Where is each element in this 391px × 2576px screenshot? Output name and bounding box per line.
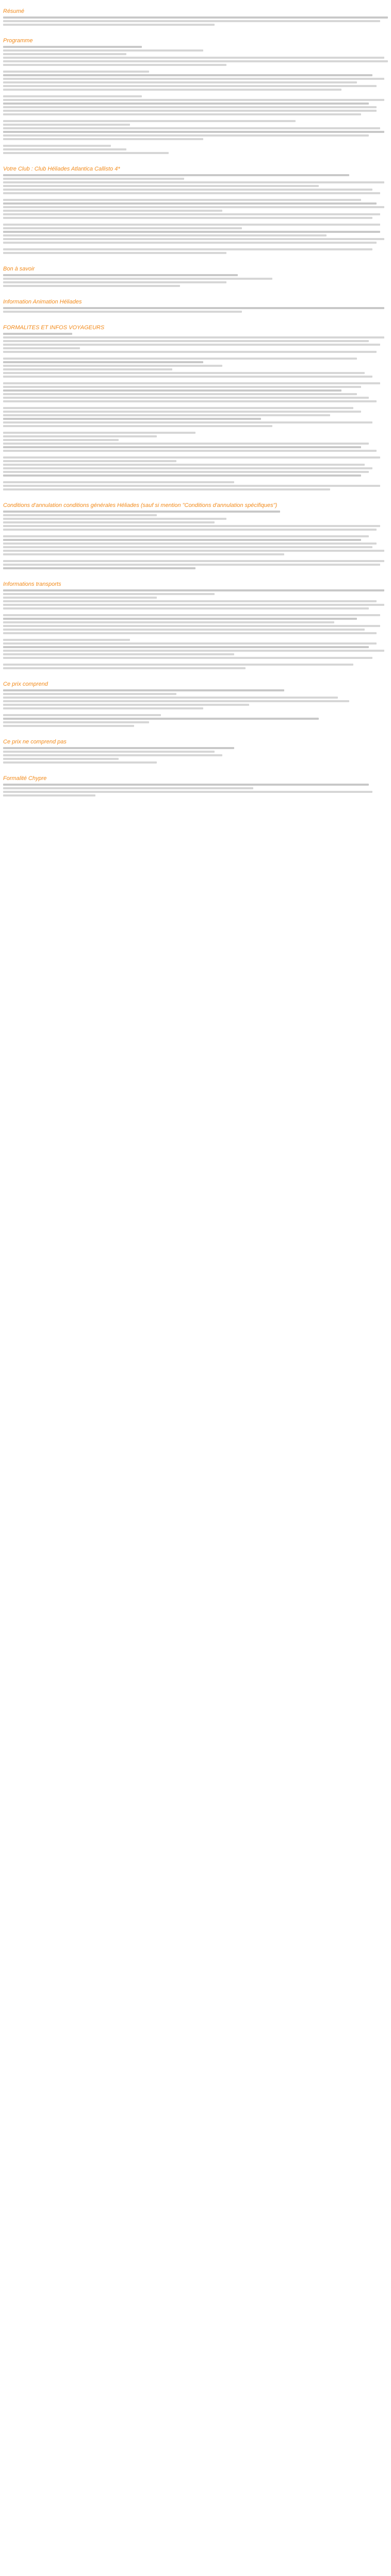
- text-line: [3, 110, 377, 112]
- text-line: [3, 368, 172, 370]
- text-line: [3, 614, 380, 616]
- text-line: [3, 103, 369, 105]
- text-line: [3, 550, 384, 552]
- text-line: [3, 71, 149, 73]
- text-line: [3, 607, 369, 609]
- text-line: [3, 372, 365, 374]
- text-line: [3, 446, 361, 448]
- section-title-comprend: Ce prix comprend: [3, 681, 48, 687]
- text-line: [3, 653, 234, 655]
- text-line: [3, 435, 157, 437]
- text-line: [3, 604, 384, 606]
- text-line: [3, 89, 341, 91]
- text-line: [3, 206, 384, 208]
- text-line: [3, 697, 338, 699]
- text-line: [3, 281, 226, 283]
- text-line: [3, 539, 361, 541]
- text-line: [3, 546, 372, 548]
- text-line: [3, 432, 196, 434]
- text-line: [3, 199, 361, 201]
- text-line: [3, 336, 384, 338]
- text-line: [3, 138, 203, 140]
- text-line: [3, 600, 377, 602]
- text-line: [3, 667, 246, 669]
- text-line: [3, 16, 388, 19]
- text-line: [3, 564, 380, 566]
- text-line: [3, 485, 380, 487]
- text-line: [3, 95, 142, 97]
- text-line: [3, 382, 380, 384]
- text-line: [3, 664, 353, 666]
- text-line: [3, 721, 149, 723]
- text-line: [3, 657, 372, 659]
- text-line: [3, 152, 169, 154]
- text-line: [3, 714, 161, 716]
- text-line: [3, 210, 222, 212]
- text-line: [3, 311, 242, 313]
- text-line: [3, 358, 357, 360]
- text-line: [3, 625, 380, 627]
- section-body-bon: [3, 274, 388, 287]
- text-line: [3, 754, 222, 756]
- text-line: [3, 57, 384, 59]
- text-line: [3, 81, 357, 83]
- text-line: [3, 639, 130, 641]
- text-line: [3, 202, 377, 205]
- text-line: [3, 344, 380, 346]
- text-line: [3, 340, 369, 342]
- text-line: [3, 567, 196, 569]
- text-line: [3, 693, 176, 695]
- section-title-resume: Résumé: [3, 8, 24, 14]
- text-line: [3, 407, 353, 409]
- text-line: [3, 642, 377, 645]
- section-body-comprend: [3, 689, 388, 727]
- text-line: [3, 397, 369, 399]
- text-line: [3, 784, 369, 786]
- text-line: [3, 347, 80, 349]
- text-line: [3, 456, 380, 459]
- text-line: [3, 106, 377, 108]
- text-line: [3, 707, 203, 709]
- text-line: [3, 618, 357, 620]
- text-line: [3, 181, 384, 183]
- section-body-formalites: [3, 333, 388, 490]
- section-title-club: Votre Club : Club Héliades Atlantica Callisto 4*: [3, 166, 120, 172]
- text-line: [3, 758, 119, 760]
- text-line: [3, 400, 377, 402]
- section-body-transport: [3, 589, 388, 669]
- text-line: [3, 238, 384, 240]
- text-line: [3, 231, 380, 233]
- text-line: [3, 145, 111, 147]
- text-line: [3, 113, 361, 115]
- text-line: [3, 60, 388, 62]
- text-line: [3, 474, 361, 477]
- text-line: [3, 389, 341, 392]
- text-line: [3, 791, 372, 793]
- text-line: [3, 751, 215, 753]
- text-line: [3, 597, 157, 599]
- text-line: [3, 414, 330, 416]
- text-line: [3, 421, 372, 423]
- text-line: [3, 185, 319, 187]
- text-line: [3, 439, 119, 441]
- text-line: [3, 365, 222, 367]
- section-body-noncomprend: [3, 747, 388, 764]
- text-line: [3, 278, 272, 280]
- text-line: [3, 488, 330, 490]
- text-line: [3, 20, 380, 22]
- text-line: [3, 234, 327, 236]
- text-line: [3, 174, 349, 176]
- text-line: [3, 274, 238, 276]
- text-line: [3, 725, 134, 727]
- text-line: [3, 46, 142, 48]
- text-line: [3, 718, 319, 720]
- text-line: [3, 761, 157, 764]
- text-line: [3, 794, 95, 796]
- section-body-animation: [3, 307, 388, 313]
- text-line: [3, 189, 372, 191]
- text-line: [3, 120, 296, 122]
- text-line: [3, 361, 203, 363]
- text-line: [3, 704, 249, 706]
- text-line: [3, 543, 377, 545]
- text-line: [3, 589, 384, 591]
- text-line: [3, 192, 380, 194]
- text-line: [3, 525, 380, 527]
- section-title-bon: Bon à savoir: [3, 266, 35, 272]
- text-line: [3, 64, 226, 66]
- text-line: [3, 521, 215, 523]
- section-body-chypre: [3, 784, 388, 796]
- text-line: [3, 78, 384, 80]
- text-line: [3, 124, 130, 126]
- text-line: [3, 99, 384, 101]
- text-line: [3, 425, 272, 427]
- text-line: [3, 393, 357, 395]
- text-line: [3, 386, 361, 388]
- text-line: [3, 227, 242, 229]
- text-line: [3, 252, 226, 254]
- text-line: [3, 518, 226, 520]
- text-line: [3, 621, 334, 623]
- text-line: [3, 24, 215, 26]
- text-line: [3, 689, 284, 691]
- text-line: [3, 127, 380, 129]
- section-title-noncomprend: Ce prix ne comprend pas: [3, 739, 67, 745]
- text-line: [3, 213, 380, 215]
- text-line: [3, 460, 176, 462]
- section-body-resume: [3, 16, 388, 26]
- text-line: [3, 471, 369, 473]
- section-title-transport: Informations transports: [3, 581, 61, 587]
- text-line: [3, 514, 157, 516]
- text-line: [3, 632, 377, 634]
- text-line: [3, 134, 369, 137]
- text-line: [3, 747, 234, 749]
- text-line: [3, 418, 261, 420]
- text-line: [3, 307, 384, 309]
- text-line: [3, 411, 361, 413]
- text-line: [3, 49, 203, 52]
- section-title-chypre: Formalité Chypre: [3, 775, 47, 782]
- text-line: [3, 74, 372, 76]
- text-line: [3, 450, 377, 452]
- section-body-annulation: [3, 511, 388, 569]
- section-title-annulation: Conditions d'annulation conditions générales Héliades (sauf si mention "Conditions d'annulation spécifiques"): [3, 502, 278, 509]
- text-line: [3, 333, 72, 335]
- text-line: [3, 178, 184, 180]
- text-line: [3, 646, 369, 648]
- text-line: [3, 593, 215, 595]
- text-line: [3, 376, 372, 378]
- text-line: [3, 148, 126, 150]
- section-title-programme: Programme: [3, 38, 33, 44]
- text-line: [3, 351, 377, 353]
- text-line: [3, 467, 372, 469]
- text-line: [3, 224, 380, 226]
- text-line: [3, 787, 253, 789]
- text-line: [3, 248, 372, 250]
- text-line: [3, 535, 369, 537]
- text-line: [3, 511, 280, 513]
- section-title-animation: Information Animation Héliades: [3, 299, 82, 305]
- text-line: [3, 650, 384, 652]
- text-line: [3, 560, 384, 562]
- product-details-page: [0, 0, 391, 812]
- text-line: [3, 464, 365, 466]
- section-title-formalites: FORMALITES ET INFOS VOYAGEURS: [3, 325, 105, 331]
- text-line: [3, 700, 349, 702]
- text-line: [3, 53, 126, 55]
- section-body-club: [3, 174, 388, 254]
- text-line: [3, 285, 180, 287]
- text-line: [3, 443, 369, 445]
- text-line: [3, 85, 377, 87]
- text-line: [3, 131, 384, 133]
- text-line: [3, 629, 365, 631]
- section-body-programme: [3, 46, 388, 154]
- text-line: [3, 242, 377, 244]
- text-line: [3, 553, 284, 555]
- text-line: [3, 481, 234, 483]
- text-line: [3, 529, 377, 531]
- text-line: [3, 217, 372, 219]
